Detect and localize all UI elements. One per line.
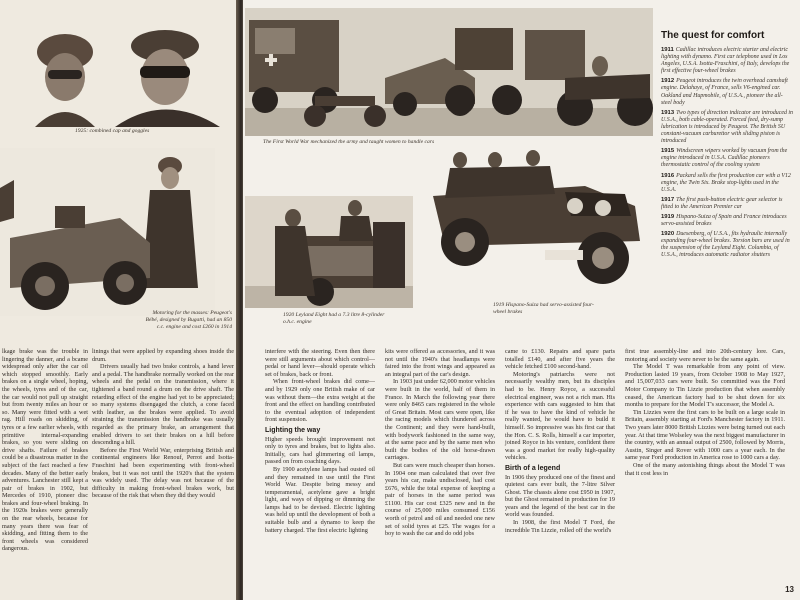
entry-year: 1911 [661, 47, 674, 53]
entry-year: 1919 [661, 213, 675, 220]
paragraph: One of the many astonishing things about the Model T was that it cost less in [625, 461, 785, 477]
middle-column [92, 348, 234, 500]
leyland-caption: 1920 Leyland Eight had a 7.3 litre 8-cylinder o.h.c. engine [283, 312, 385, 325]
entry-year: 1916 [661, 172, 675, 179]
paragraph: linings that were applied by expanding shoes inside the drum. [92, 348, 234, 363]
paragraph: Tin Lizzies were the first cars to be built on a large scale in Britain, assembly starting at Ford's Manchester factory in 1911. Two years later 8000 British Lizzies were being turned out each year. At that time Wolseley was the next biggest manufacturer in the country, with an annual output of 2500, followed by Morris, Austin, Singer and Rover with 1000 cars a year each. In the same year Ford production in America rose to 1000 cars a day. [625, 408, 785, 462]
paragraph: interfere with the steering. Even then there were still arguments about which control—pedal or hand lever—should operate which set of brakes, back or front. [265, 348, 375, 378]
entry-text: Duesenberg, of U.S.A., fits hydraulic internally expanding four-wheel brakes. Torsion bars are used in the suspension of the Leyland Eight. Columbia, of U.S.A., introduces automatic radiator shutters [661, 231, 790, 259]
sidebar-title: The quest for comfort [661, 30, 765, 41]
hispano-photo [425, 146, 653, 296]
war-caption: The First World War mechanized the army and taught women to handle cars [263, 139, 435, 145]
bebe-caption: Motoring for the masses: Peugeot's Bébé, designed by Bugatti, had an 850 c.c. engine and cost £260 in 1914 [145, 310, 232, 330]
bebe-photo [0, 148, 215, 316]
right-column-2 [385, 348, 495, 538]
entry-text: Two types of direction indicator are introduced in U.S.A., both cable-operated. Forced feed, dry-sump lubrication is introduced by Peugeot. The British SU constant-vacuum carburettor with sliding piston is introduced [661, 109, 793, 145]
timeline-entry [661, 197, 793, 211]
timeline-sidebar [661, 30, 793, 263]
paragraph: But cars were much cheaper than horses. In 1904 one man calculated that over five years his car, make undisclosed, had cost £676, while the total expense of keeping a pair of horses in the same period was £1100. His car cost £325 new and in the course of 25,000 miles consumed £156 worth of petrol and oil and needed one new set of solid tyres at £25. The wages for a boy to wash the car and do odd jobs [385, 461, 495, 538]
paragraph: In 1908, the first Model T Ford, the incredible Tin Lizzie, rolled off the world's [505, 519, 615, 534]
paragraph: Motoring's patriarchs were not necessarily wealthy men, but its disciples had to be. Henry Royce, a successful electrical engineer, was not a rich man. His experience with cars suggested to him that if he was to have the kind of vehicle he really wanted, he would have to build it himself. So impressive was his first car that the Hon. C. S. Rolls, himself a car importer, joined Royce in his venture, confident there was a good market for really high-quality vehicles. [505, 370, 615, 462]
entry-year: 1917 [661, 196, 675, 203]
right-column-3 [505, 348, 615, 534]
paragraph: kits were offered as accessories, and it was not until the 1940's that headlamps were faired into the front wings and appeared as an integral part of the car's design. [385, 348, 495, 378]
entry-text: Cadillac introduces electric starter and electric lighting with dynamo. First car telephone used in Los Angeles, U.S.A. Isotta-Fraschini, of Italy, develops the first effective four-wheel brakes [661, 47, 790, 75]
left-body-column [2, 348, 88, 553]
entry-text: Windscreen wipers worked by vacuum from the engine introduced in U.S.A. Cadillac pioneers thermostatic control of the cooling system [661, 148, 788, 169]
entry-year: 1915 [661, 148, 675, 155]
entry-text: Packard sells the first production car with a V12 engine, the Twin Six. Brake stop-lights used in the U.S.A. [661, 172, 791, 193]
page-number: 13 [785, 585, 794, 594]
timeline-entry [661, 231, 793, 259]
timeline-entry [661, 214, 793, 228]
paragraph: By 1900 acetylene lamps had ousted oil and they remained in use until the First World War. Despite being messy and temperamental, acetylene gave a bright light, and ways of dipping or dimming the lamps had to be devised. Electric lighting was held up until the development of both a suitable bulb and a dynamo to keep the battery charged. The first electric lighting [265, 465, 375, 534]
paragraph: When front-wheel brakes did come—and by 1929 only one British make of car was without them—the extra weight at the front and the effect on handling contributed to the eventual adoption of independent front suspension. [265, 378, 375, 424]
entry-year: 1920 [661, 231, 675, 238]
entry-year: 1913 [661, 109, 675, 116]
section-heading: Birth of a legend [505, 464, 561, 472]
goggles-photo [20, 22, 220, 127]
timeline-entry [661, 110, 793, 145]
left-page [0, 0, 240, 600]
timeline-entry [661, 47, 793, 75]
war-photo [245, 8, 653, 136]
paragraph: Drivers usually had two brake controls, a hand lever and a pedal. The handbrake normally worked on the rear wheels and the pedal on the transmission, where it tightened a band round a drum on the drive shaft. The retarding effect of the engine had yet to be appreciated; so many systems disengaged the clutch, a cone faced with leather, as the brakes were applied. To avoid straining the transmission the handbrake was usually regarded as the primary brake, an arrangement that enabled drivers to set their brakes on a hill before descending a hill. [92, 363, 234, 447]
paragraph: Higher speeds brought improvement not only to tyres and brakes, but to lights also. Initially, cars had glimmering oil lamps, passed on from coaching days. [265, 435, 375, 466]
entry-text: The first push-button electric gear selector is fitted to the American Premier car [661, 196, 783, 210]
left-body-text: lkage brake was the trouble in lingering the danner, and a bcame widespread only after the car oil which stopped smoothly. Early brakes on a single wheel, hoping, the wheels, tyres and of the car, the car would not pull up straight but from twenty miles an hour or so. Many were fitted with a wet rag. Hill roads on skidding, of tyres or a few earlier wheels, with primitive internal-expanding brakes, so you were sliding on drive shafts. Failure of brakes could be a disastrous matter in the subject of the fact reached a few decades. Many of the better early adventures. Lanchester still kept a pair of brakes in 1902, but Mercedes of 1910, pioneer disc brakes and four-wheel braking. In the 1920s brakes were generally on the rear wheels, because for many years there was fear of skidding, and fitting them to the front wheels was considered dangerous. [2, 348, 88, 553]
entry-text: Peugeot introduces the twin overhead camshaft engine. Delahaye, of France, sells V6-engined car. Oakland and Hupmobile, of U.S.A., pioneer the all-steel body [661, 78, 788, 106]
hispano-caption: 1919 Hispano-Suiza had servo-assisted four-wheel brakes [493, 302, 594, 315]
paragraph: In 1903 just under 62,000 motor vehicles were built in the world, half of them in France. In March the following year there were only 8465 cars registered in the whole of Great Britain. Most cars were open, like the racing models which thundered across the Continent; and they were hand-built, with bodywork fashioned in the same way, at the same pace and by the same men who built the bodies of the old horse-drawn carriages. [385, 378, 495, 462]
paragraph: first true assembly-line and into 20th-century lore. Cars, motoring and society were never to be the same again. [625, 348, 785, 363]
entry-text: Hispano-Suiza of Spain and France introduces servo-assisted brakes [661, 213, 787, 228]
paragraph: The Model T was remarkable from any point of view. Production lasted 19 years, from October 1908 to May 1927, and 15,007,033 cars were built. So committed was the Ford Motor Company to Tin Lizzie production that when assembly ceased, the American factory had to be shut down for six months to prepare for the Model T's successor, the Model A. [625, 363, 785, 409]
leyland-photo [245, 196, 413, 308]
paragraph: came to £130. Repairs and spare parts totalled £140, and after five years the vehicle fetched £100 second-hand. [505, 348, 615, 371]
section-heading: Lighting the way [265, 426, 321, 434]
entry-year: 1912 [661, 78, 675, 85]
timeline-entry [661, 148, 793, 169]
right-column-4 [625, 348, 785, 477]
goggles-caption: 1925: combined cap and goggles [75, 128, 150, 134]
paragraph: In 1906 they produced one of the finest and quietest cars ever built, the 7-litre Silver Ghost. The chassis alone cost £950 in 1907, but the Ghost remained in production for 19 years and the legend of the best car in the world was founded. [505, 473, 615, 519]
timeline-entry [661, 173, 793, 194]
right-column-1 [265, 348, 375, 534]
paragraph: Before the First World War, enterprising British and continental engineers like Renouf, Perrot and Isotta-Fraschini had been experimenting with front-wheel brakes, but it was not until the 1920's that the system was widely used. The delay was not because of the difficulty in making front-wheel brakes work, but because of the risk that when they did they would [92, 446, 234, 500]
timeline-entry [661, 78, 793, 106]
